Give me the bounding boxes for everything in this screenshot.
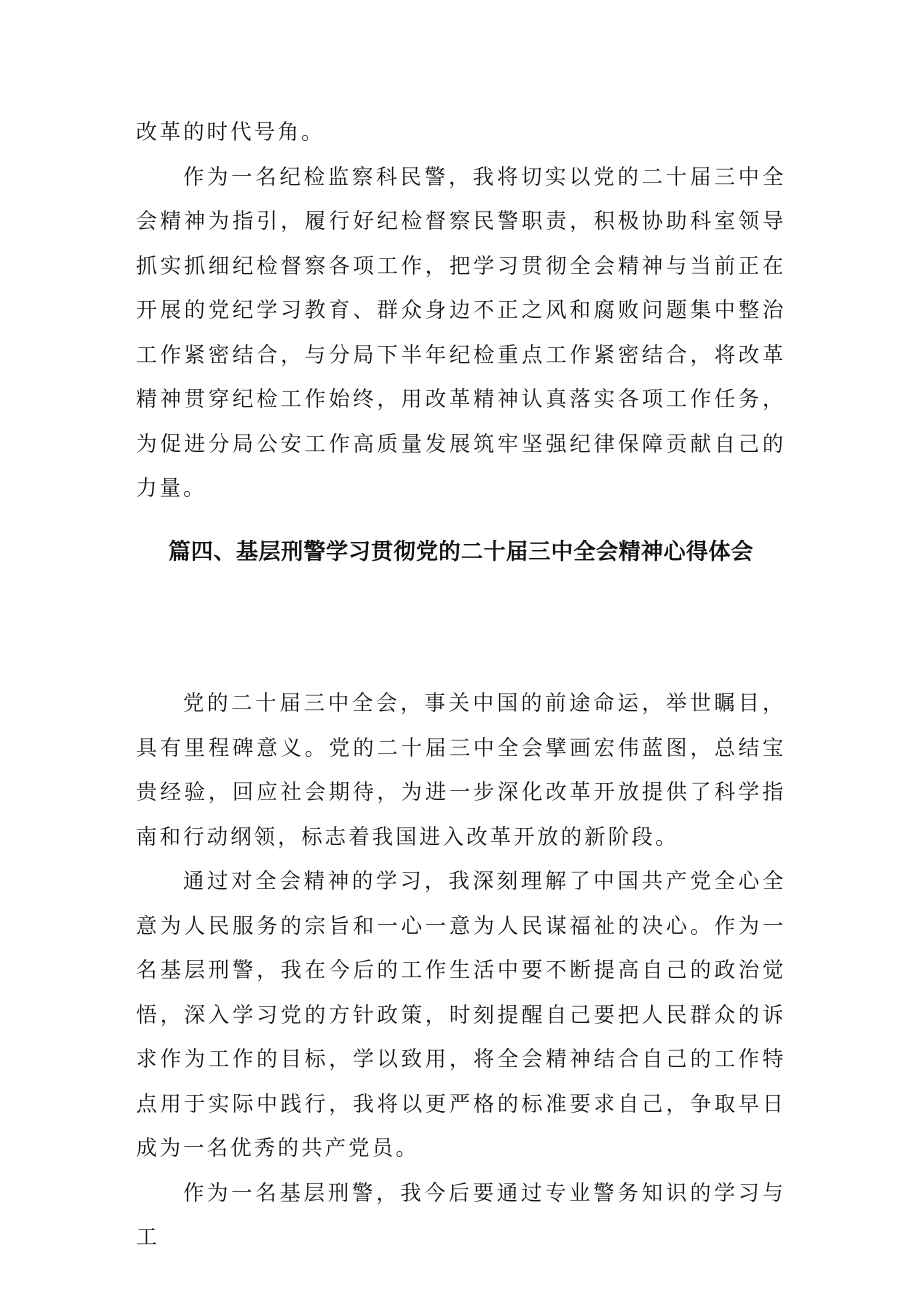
- paragraph-discipline-officer: 作为一名纪检监察科民警，我将切实以党的二十届三中全会精神为指引，履行好纪检督察民警职责，积极协助科室领导抓实抓细纪检督察各项工作，把学习贯彻全会精神与当前正在开展的党纪学习教育、群众身边不正之风和腐败问题集中整治工作紧密结合，与分局下半年纪检重点工作紧密结合，将改革精神贯穿纪检工作始终，用改革精神认真落实各项工作任务，为促进分局公安工作高质量发展筑牢坚强纪律保障贡献自己的力量。: [136, 164, 786, 500]
- paragraph-continuation: 改革的时代号角。: [136, 120, 325, 144]
- paragraph-plenum-significance: 党的二十届三中全会，事关中国的前途命运，举世瞩目，具有里程碑意义。党的二十届三中全会擘画宏伟蓝图，总结宝贵经验，回应社会期待，为进一步深化改革开放提供了科学指南和行动纲领，标志着我国进入改革开放的新阶段。: [136, 691, 786, 849]
- paragraph-professional-study: 作为一名基层刑警，我今后要通过专业警务知识的学习与工: [136, 1180, 786, 1249]
- section-heading: 篇四、基层刑警学习贯彻党的二十届三中全会精神心得体会: [168, 540, 754, 565]
- paragraph-study-understanding: 通过对全会精神的学习，我深刻理解了中国共产党全心全意为人民服务的宗旨和一心一意为人民谋福祉的决心。作为一名基层刑警，我在今后的工作生活中要不断提高自己的政治觉悟，深入学习党的方针政策，时刻提醒自己要把人民群众的诉求作为工作的目标，学以致用，将全会精神结合自己的工作特点用于实际中践行，我将以更严格的标准要求自己，争取早日成为一名优秀的共产党员。: [136, 869, 786, 1160]
